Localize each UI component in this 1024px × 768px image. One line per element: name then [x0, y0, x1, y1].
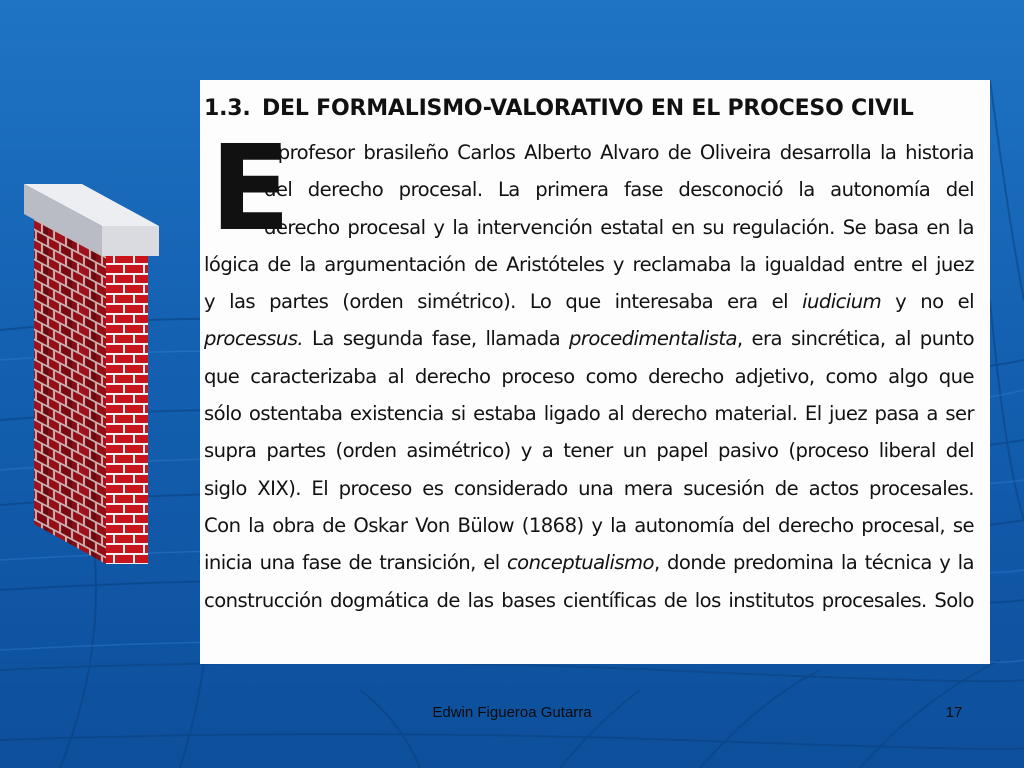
text-line: [204, 320, 974, 357]
text-segment: y no el: [881, 290, 974, 314]
page-number: 17: [945, 704, 963, 721]
document-scan: [200, 80, 990, 664]
text-line: [204, 283, 974, 320]
text-line: sólo ostentaba existencia si estaba ligado al derecho material. El juez pasa a ser: [204, 402, 974, 426]
italic-term: conceptualismo: [506, 551, 654, 575]
document-heading: [204, 94, 974, 134]
text-line: derecho procesal y la intervención estatal en su regulación. Se basa en la: [264, 215, 974, 239]
text-segment: inicia una fase de transición, el: [204, 551, 507, 575]
section-title: DEL FORMALISMO-VALORATIVO EN EL PROCESO CIVIL: [262, 96, 914, 121]
text-segment: y las partes (orden simétrico). Lo que interesaba era el: [204, 290, 803, 314]
text-line: l profesor brasileño Carlos Alberto Alvaro de Oliveira desarrolla la historia: [264, 141, 974, 164]
text-line: supra partes (orden asimétrico) y a tener un papel pasivo (proceso liberal del: [204, 439, 974, 463]
document-body: [204, 119, 975, 619]
brick-wall-illustration: [24, 184, 164, 564]
text-line: Con la obra de Oskar Von Bülow (1868) y la autonomía del derecho procesal, se: [204, 513, 974, 537]
italic-term: iudicium: [802, 290, 882, 314]
text-segment: La segunda fase, llamada: [303, 327, 570, 351]
text-line: siglo XIX). El proceso es considerado una mera sucesión de actos procesales.: [204, 476, 974, 500]
text-segment: , donde predomina la técnica y la: [653, 551, 974, 575]
text-line: que caracterizaba al derecho proceso como derecho adjetivo, como algo que: [204, 364, 974, 388]
text-segment: , era sincrética, al punto: [736, 327, 975, 351]
text-line: del derecho procesal. La primera fase desconoció la autonomía del: [264, 178, 974, 202]
text-line: construcción dogmática de las bases científicas de los institutos procesales. Solo: [204, 588, 974, 612]
text-line: [204, 544, 974, 581]
footer-author: Edwin Figueroa Gutarra: [432, 704, 592, 721]
italic-term: procedimentalista: [569, 327, 737, 351]
text-line: lógica de la argumentación de Aristóteles y reclamaba la igualdad entre el juez: [204, 252, 974, 276]
drop-cap: E: [210, 119, 291, 257]
italic-term: processus.: [204, 327, 304, 351]
section-number: 1.3.: [204, 96, 251, 121]
